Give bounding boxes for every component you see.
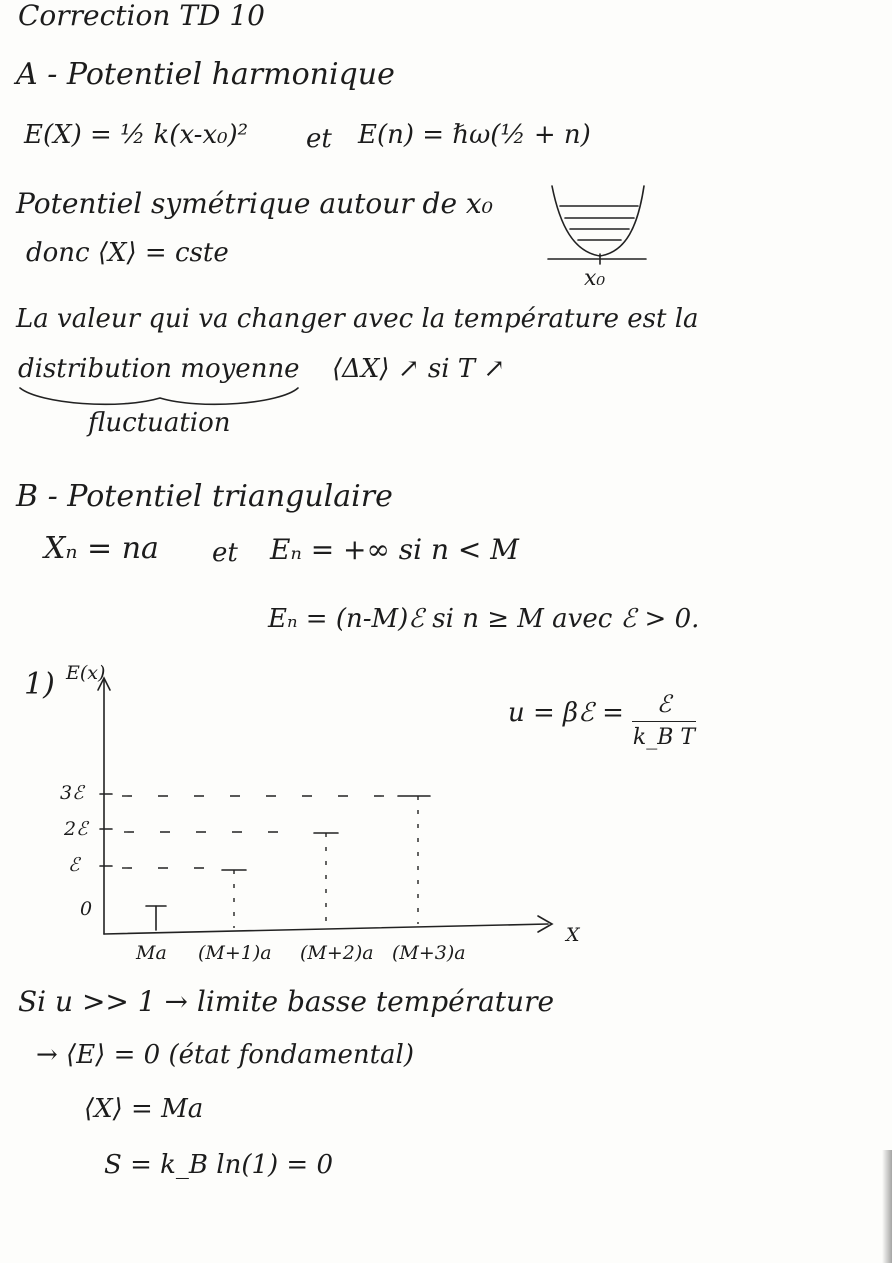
position-definition: Xₙ = na bbox=[44, 531, 159, 566]
x-axis bbox=[104, 924, 548, 934]
linear-energy-condition: Eₙ = (n-M)ℰ si n ≥ M avec ℰ > 0. bbox=[268, 604, 700, 634]
y-tick-3e: 3ℰ bbox=[60, 782, 84, 804]
temperature-text: La valeur qui va changer avec la température est la bbox=[16, 304, 699, 334]
fluctuation-label: fluctuation bbox=[88, 408, 231, 438]
entropy-result: S = k_B ln(1) = 0 bbox=[104, 1150, 333, 1180]
u-fraction-numerator: ℰ bbox=[656, 690, 672, 718]
fluctuation-growth-text: ⟨ΔX⟩ ↗ si T ↗ bbox=[332, 354, 506, 384]
connector-et-b: et bbox=[212, 538, 238, 568]
site-m2a-level bbox=[314, 833, 338, 926]
mean-position-result: ⟨X⟩ = Ma bbox=[84, 1094, 204, 1124]
ground-state-energy: → ⟨E⟩ = 0 (état fondamental) bbox=[36, 1040, 414, 1070]
x-tick-m1a: (M+1)a bbox=[198, 942, 272, 964]
page-edge-shadow bbox=[882, 1150, 892, 1263]
section-a-heading: A - Potentiel harmonique bbox=[16, 57, 395, 92]
connector-et-a: et bbox=[306, 124, 332, 154]
section-b-heading: B - Potentiel triangulaire bbox=[16, 479, 393, 514]
x-axis-label: X bbox=[566, 924, 580, 946]
quantized-energy-formula: E(n) = ℏω(½ + n) bbox=[358, 120, 591, 150]
x-tick-ma: Ma bbox=[136, 942, 167, 964]
site-m3a-level bbox=[398, 796, 430, 924]
well-center-label: x₀ bbox=[584, 266, 606, 291]
x-tick-m2a: (M+2)a bbox=[300, 942, 374, 964]
u-fraction-denominator: k_B T bbox=[632, 725, 696, 750]
y-tick-1e: ℰ bbox=[68, 854, 80, 876]
y-tick-2e: 2ℰ bbox=[64, 818, 88, 840]
mean-position-text: donc ⟨X⟩ = cste bbox=[26, 238, 229, 268]
y-axis-label: E(x) bbox=[66, 662, 106, 684]
x-tick-m3a: (M+3)a bbox=[392, 942, 466, 964]
symmetry-text: Potentiel symétrique autour de x₀ bbox=[16, 187, 493, 220]
u-definition: u = βℰ = bbox=[508, 698, 624, 728]
question-1-label: 1) bbox=[24, 667, 55, 702]
infinite-energy-condition: Eₙ = +∞ si n < M bbox=[270, 533, 519, 566]
site-m1a-level bbox=[222, 870, 246, 928]
page-title: Correction TD 10 bbox=[18, 0, 265, 32]
y-tick-0: 0 bbox=[80, 898, 93, 920]
harmonic-energy-formula: E(X) = ½ k(x-x₀)² bbox=[24, 120, 249, 150]
low-temperature-limit: Si u >> 1 → limite basse température bbox=[18, 985, 555, 1018]
site-ma-level bbox=[146, 906, 166, 930]
distribution-text: distribution moyenne bbox=[18, 354, 300, 384]
